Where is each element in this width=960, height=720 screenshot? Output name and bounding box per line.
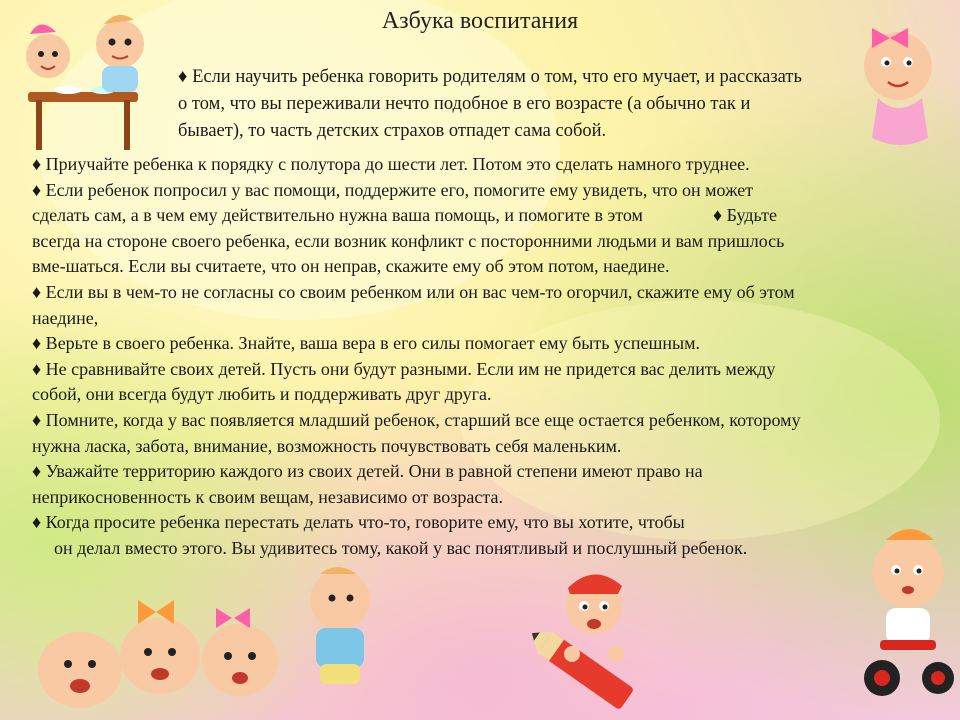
intro-line: ♦ Если научить ребенка говорить родителям о том, что его мучает, и рассказать [178, 67, 802, 87]
intro-line: о том, что вы переживали нечто подобное в его возрасте (а обычно так и [178, 94, 751, 114]
advice-text: сделать сам, а в чем ему действительно нужна ваша помощь, и помогите в этом [32, 205, 643, 226]
babies-line-illustration [20, 560, 380, 716]
advice-line: ♦ Не сравнивайте своих детей. Пусть они будут разными. Если им не придется вас делить между [32, 358, 776, 379]
advice-line: вме-шаться. Если вы считаете, что он неправ, скажите ему об этом потом, наедине. [32, 256, 670, 277]
advice-line: ♦ Приучайте ребенка к порядку с полутора до шести лет. Потом это сделать намного труднее. [32, 154, 750, 174]
advice-line: неприкосновенность к своим вещам, независимо от возраста. [32, 486, 503, 507]
advice-line: он делал вместо этого. Вы удивитесь тому, какой у вас понятливый и послушный ребенок. [54, 537, 748, 558]
advice-line: ♦ Если ребенок попросил у вас помощи, поддержите его, помогите ему увидеть, что он может [32, 179, 754, 200]
advice-line: ♦ Верьте в своего ребенка. Знайте, ваша вера в его силы помогает ему быть успешным. [32, 333, 700, 354]
advice-line: ♦ Если вы в чем-то не согласны со своим ребенком или он вас чем-то огорчил, скажите ему об этом [32, 281, 795, 302]
advice-line [32, 203, 932, 229]
page-title: Азбука воспитания [381, 8, 579, 34]
advice-line: нужна ласка, забота, внимание, возможность почувствовать себя маленьким. [32, 435, 622, 456]
advice-text: ♦ Будьте [712, 205, 777, 226]
advice-line: ♦ Уважайте территорию каждого из своих детей. Они в равной степени имеют право на [32, 461, 703, 482]
baby-on-tricycle-illustration [856, 522, 956, 702]
baby-with-pencil-illustration [516, 566, 666, 716]
advice-line: ♦ Когда просите ребенка перестать делать что-то, говорите ему, что вы хотите, чтобы [32, 512, 685, 533]
advice-line: наедине, [32, 307, 99, 328]
intro-paragraph [178, 64, 908, 145]
advice-list [32, 152, 932, 562]
advice-line: ♦ Помните, когда у вас появляется младший ребенок, старший все еще остается ребенком, которому [32, 409, 801, 430]
advice-line: собой, они всегда будут любить и поддерживать друг друга. [32, 384, 492, 405]
intro-line: бывает), то часть детских страхов отпадет сама собой. [178, 121, 607, 141]
advice-line: всегда на стороне своего ребенка, если возник конфликт с посторонними людьми и вам пришлось [32, 230, 785, 251]
